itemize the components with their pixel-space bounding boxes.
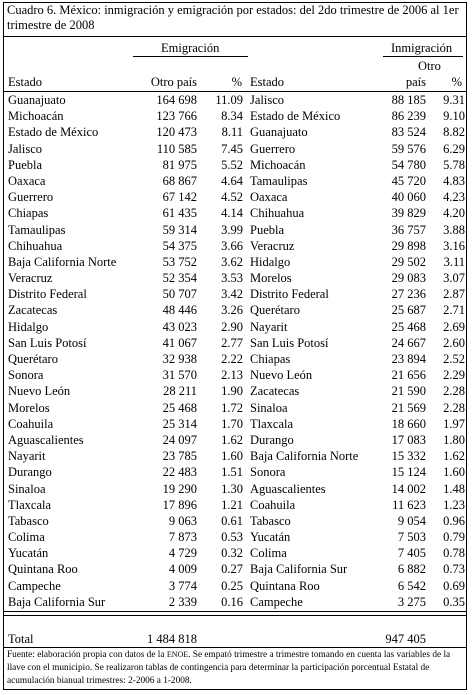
inmigracion-pct-cell: 9.31 bbox=[443, 93, 465, 107]
inmigracion-estado-cell: Guerrero bbox=[250, 141, 296, 156]
emigracion-pct-cell: 4.14 bbox=[221, 206, 243, 221]
body-bottom-rule bbox=[3, 611, 467, 612]
emigracion-otro-pais-cell: 23 785 bbox=[162, 449, 197, 464]
inmigracion-otro-pais-cell: 15 124 bbox=[391, 465, 426, 480]
inmigracion-otro-pais-cell: 54 780 bbox=[391, 157, 426, 172]
footnote-enoe: ENOE bbox=[166, 650, 189, 659]
table-title: Cuadro 6. México: inmigración y emigración por estados: del 2do trimestre de 2006 al 1er trimestre de 2008 bbox=[7, 3, 459, 32]
emigracion-otro-pais-cell: 41 067 bbox=[162, 335, 197, 350]
estado-header-right: Estado bbox=[250, 75, 285, 89]
emigracion-estado-cell: Quintana Roo bbox=[8, 562, 78, 577]
emigracion-otro-pais-cell: 17 896 bbox=[162, 497, 197, 512]
inmigracion-otro-pais-cell: 21 590 bbox=[391, 384, 426, 399]
inmigracion-otro-pais-cell: 23 894 bbox=[391, 352, 426, 366]
inmigracion-otro-pais-cell: 3 275 bbox=[397, 594, 426, 609]
inmigracion-pct-cell: 9.10 bbox=[443, 109, 465, 124]
inmigracion-pct-cell: 2.69 bbox=[443, 319, 465, 334]
emigracion-pct-cell: 0.61 bbox=[221, 513, 243, 528]
emigracion-header: Emigración bbox=[161, 41, 220, 55]
emigracion-pct-cell: 4.64 bbox=[221, 173, 243, 188]
inmigracion-otro-pais-cell: 6 542 bbox=[397, 578, 426, 593]
emigracion-otro-pais-cell: 123 766 bbox=[156, 109, 197, 124]
inmigracion-otro-pais-cell: 17 083 bbox=[391, 432, 426, 447]
inmigracion-otro-pais-cell: 83 524 bbox=[391, 125, 426, 140]
emigracion-otro-pais-cell: 9 063 bbox=[168, 513, 197, 528]
pais-header-right: país bbox=[405, 75, 426, 89]
inmigracion-estado-cell: Baja California Sur bbox=[250, 562, 348, 577]
emigracion-estado-cell: Hidalgo bbox=[8, 319, 49, 334]
inmigracion-estado-cell: Oaxaca bbox=[250, 190, 288, 205]
emigracion-pct-cell: 1.30 bbox=[221, 481, 243, 496]
emigracion-otro-pais-cell: 120 473 bbox=[156, 125, 197, 140]
inmigracion-underline bbox=[383, 56, 463, 57]
emigracion-pct-cell: 3.62 bbox=[221, 254, 243, 269]
emigracion-estado-cell: Campeche bbox=[8, 578, 61, 593]
emigracion-estado-cell: Tamaulipas bbox=[8, 222, 66, 237]
inmigracion-estado-cell: Colima bbox=[250, 546, 287, 561]
emigracion-estado-cell: Chihuahua bbox=[8, 238, 63, 253]
emigracion-pct-cell: 1.51 bbox=[221, 465, 243, 480]
inmigracion-pct-cell: 0.79 bbox=[443, 530, 465, 545]
emigracion-pct-cell: 8.11 bbox=[221, 125, 243, 140]
emigracion-otro-pais-cell: 25 314 bbox=[162, 416, 197, 431]
emigracion-otro-pais-cell: 67 142 bbox=[162, 190, 197, 205]
emigracion-otro-pais-cell: 53 752 bbox=[162, 254, 197, 269]
emigracion-otro-pais-cell: 52 354 bbox=[162, 271, 197, 286]
emigracion-otro-pais-cell: 81 975 bbox=[162, 157, 197, 172]
inmigracion-pct-cell: 2.28 bbox=[443, 384, 465, 399]
inmigracion-estado-cell: Jalisco bbox=[250, 93, 285, 107]
emigracion-estado-column bbox=[8, 92, 116, 610]
emigracion-otro-pais-cell: 4 729 bbox=[168, 546, 197, 561]
inmigracion-estado-cell: Chihuahua bbox=[250, 206, 305, 221]
inmigracion-pct-cell: 8.82 bbox=[443, 125, 465, 140]
inmigracion-pct-cell: 1.48 bbox=[443, 481, 465, 496]
emigracion-pct-cell: 3.66 bbox=[221, 238, 243, 253]
inmigracion-estado-cell: Nayarit bbox=[250, 319, 288, 334]
emigracion-pct-cell: 1.70 bbox=[221, 416, 243, 431]
emigracion-otro-pais-cell: 54 375 bbox=[162, 238, 197, 253]
inmigracion-otro-pais-cell: 29 502 bbox=[391, 254, 426, 269]
emigracion-estado-cell: Veracruz bbox=[8, 271, 53, 286]
emigracion-estado-cell: Querétaro bbox=[8, 352, 58, 366]
emigracion-estado-cell: Chiapas bbox=[8, 206, 49, 221]
inmigracion-estado-cell: Sonora bbox=[250, 465, 286, 480]
inmigracion-otro-pais-cell: 39 829 bbox=[391, 206, 426, 221]
total-inmigracion: 947 405 bbox=[385, 632, 426, 646]
inmigracion-otro-pais-cell: 27 236 bbox=[391, 287, 426, 302]
emigracion-pct-cell: 0.16 bbox=[221, 594, 243, 609]
emigracion-pct-cell: 8.34 bbox=[221, 109, 243, 124]
emigracion-underline bbox=[133, 56, 248, 57]
emigracion-otro-pais-cell: 59 314 bbox=[162, 222, 197, 237]
otro-header: Otro bbox=[418, 59, 441, 73]
emigracion-estado-cell: Guanajuato bbox=[8, 93, 66, 107]
emigracion-pct-cell: 3.26 bbox=[221, 303, 243, 318]
emigracion-estado-cell: Coahuila bbox=[8, 416, 54, 431]
inmigracion-pct-cell: 2.60 bbox=[443, 335, 465, 350]
inmigracion-pct-cell: 2.71 bbox=[443, 303, 465, 318]
emigracion-pct-cell: 2.22 bbox=[221, 352, 243, 366]
inmigracion-otro-pais-cell: 7 405 bbox=[397, 546, 426, 561]
inmigracion-estado-cell: Tlaxcala bbox=[250, 416, 294, 431]
inmigracion-pct-cell: 2.87 bbox=[443, 287, 465, 302]
emigracion-otro-pais-cell: 110 585 bbox=[156, 141, 197, 156]
emigracion-estado-cell: Nayarit bbox=[8, 449, 46, 464]
emigracion-estado-cell: Guerrero bbox=[8, 190, 54, 205]
emigracion-otro-pais-cell: 50 707 bbox=[162, 287, 197, 302]
inmigracion-otro-pais-cell: 86 239 bbox=[391, 109, 426, 124]
emigracion-pct-cell: 1.21 bbox=[221, 497, 243, 512]
inmigracion-pct-cell: 2.52 bbox=[443, 352, 465, 366]
emigracion-estado-cell: Morelos bbox=[8, 400, 50, 415]
inmigracion-estado-cell: San Luis Potosí bbox=[250, 335, 329, 350]
inmigracion-estado-cell: Puebla bbox=[250, 222, 285, 237]
otro-pais-header-left: Otro país bbox=[150, 75, 197, 89]
inmigracion-otro-pais-cell: 24 667 bbox=[391, 335, 426, 350]
emigracion-estado-cell: Aguascalientes bbox=[8, 432, 84, 447]
footnote-text-2: . Se empató trimestre a trimestre tomando en cuenta las variables de la llave con el municipio. Se realizaron tablas de contingencia para determinar la participación porcentual Estatal de acumulación bianual trimestres: 2-2006 a 1-2008. bbox=[7, 650, 451, 686]
inmigracion-otro-pais-column bbox=[380, 92, 426, 610]
emigracion-otro-pais-cell: 28 211 bbox=[163, 384, 197, 399]
inmigracion-pct-cell: 5.78 bbox=[443, 157, 465, 172]
inmigracion-otro-pais-cell: 6 882 bbox=[397, 562, 426, 577]
inmigracion-otro-pais-cell: 88 185 bbox=[391, 93, 426, 107]
inmigracion-estado-cell: Sinaloa bbox=[250, 400, 288, 415]
inmigracion-otro-pais-cell: 29 083 bbox=[391, 271, 426, 286]
emigracion-pct-cell: 5.52 bbox=[221, 157, 243, 172]
inmigracion-pct-cell: 2.28 bbox=[443, 400, 465, 415]
emigracion-pct-cell: 4.52 bbox=[221, 190, 243, 205]
inmigracion-otro-pais-cell: 29 898 bbox=[391, 238, 426, 253]
emigracion-pct-column bbox=[205, 92, 243, 610]
emigracion-estado-cell: Michoacán bbox=[8, 109, 64, 124]
inmigracion-pct-cell: 4.83 bbox=[443, 173, 465, 188]
emigracion-estado-cell: Distrito Federal bbox=[8, 287, 87, 302]
inmigracion-otro-pais-cell: 9 054 bbox=[397, 513, 426, 528]
emigracion-otro-pais-cell: 25 468 bbox=[162, 400, 197, 415]
inmigracion-otro-pais-cell: 45 720 bbox=[391, 173, 426, 188]
total-label: Total bbox=[8, 632, 34, 646]
inmigracion-otro-pais-cell: 25 468 bbox=[391, 319, 426, 334]
title-rule bbox=[3, 36, 467, 37]
emigracion-pct-cell: 0.53 bbox=[221, 530, 243, 545]
emigracion-estado-cell: Estado de México bbox=[8, 125, 99, 140]
inmigracion-pct-cell: 0.73 bbox=[443, 562, 465, 577]
inmigracion-pct-cell: 1.60 bbox=[443, 465, 465, 480]
emigracion-otro-pais-cell: 32 938 bbox=[162, 352, 197, 366]
emigracion-otro-pais-cell: 4 009 bbox=[168, 562, 197, 577]
emigracion-pct-cell: 7.45 bbox=[221, 141, 243, 156]
emigracion-pct-cell: 0.32 bbox=[221, 546, 243, 561]
emigracion-pct-cell: 3.53 bbox=[221, 271, 243, 286]
inmigracion-pct-cell: 4.23 bbox=[443, 190, 465, 205]
inmigracion-pct-cell: 1.62 bbox=[443, 449, 465, 464]
inmigracion-estado-cell: Yucatán bbox=[250, 530, 291, 545]
emigracion-estado-cell: Tabasco bbox=[8, 513, 49, 528]
inmigracion-otro-pais-cell: 7 503 bbox=[397, 530, 426, 545]
inmigracion-pct-cell: 3.16 bbox=[443, 238, 465, 253]
emigracion-otro-pais-column bbox=[130, 92, 197, 610]
inmigracion-pct-cell: 6.29 bbox=[443, 141, 465, 156]
inmigracion-otro-pais-cell: 36 757 bbox=[391, 222, 426, 237]
inmigracion-estado-cell: Campeche bbox=[250, 594, 303, 609]
inmigracion-pct-cell: 1.23 bbox=[443, 497, 465, 512]
emigracion-pct-cell: 2.90 bbox=[221, 319, 243, 334]
inmigracion-pct-cell: 3.11 bbox=[443, 254, 465, 269]
inmigracion-otro-pais-cell: 21 656 bbox=[391, 368, 426, 383]
total-top-rule bbox=[3, 615, 467, 616]
emigracion-otro-pais-cell: 43 023 bbox=[162, 319, 197, 334]
inmigracion-estado-cell: Nuevo León bbox=[250, 368, 313, 383]
emigracion-estado-cell: Yucatán bbox=[8, 546, 49, 561]
inmigracion-estado-cell: Tabasco bbox=[250, 513, 291, 528]
emigracion-pct-cell: 0.27 bbox=[221, 562, 243, 577]
inmigracion-estado-cell: Baja California Norte bbox=[250, 449, 359, 464]
inmigracion-pct-cell: 0.35 bbox=[443, 594, 465, 609]
emigracion-pct-cell: 3.99 bbox=[221, 222, 243, 237]
emigracion-estado-cell: Sonora bbox=[8, 368, 44, 383]
inmigracion-otro-pais-cell: 40 060 bbox=[391, 190, 426, 205]
inmigracion-estado-cell: Aguascalientes bbox=[250, 481, 326, 496]
emigracion-pct-cell: 1.60 bbox=[221, 449, 243, 464]
inmigracion-estado-cell: Hidalgo bbox=[250, 254, 291, 269]
emigracion-otro-pais-cell: 48 446 bbox=[162, 303, 197, 318]
inmigracion-pct-cell: 3.88 bbox=[443, 222, 465, 237]
emigracion-otro-pais-cell: 3 774 bbox=[168, 578, 197, 593]
inmigracion-estado-cell: Michoacán bbox=[250, 157, 306, 172]
inmigracion-estado-cell: Tamaulipas bbox=[250, 173, 308, 188]
inmigracion-estado-cell: Chiapas bbox=[250, 352, 291, 366]
inmigracion-pct-cell: 1.80 bbox=[443, 432, 465, 447]
emigracion-otro-pais-cell: 2 339 bbox=[168, 594, 197, 609]
inmigracion-estado-cell: Veracruz bbox=[250, 238, 295, 253]
emigracion-estado-cell: Jalisco bbox=[8, 141, 43, 156]
emigracion-otro-pais-cell: 31 570 bbox=[162, 368, 197, 383]
inmigracion-pct-cell: 0.96 bbox=[443, 513, 465, 528]
emigracion-pct-cell: 3.42 bbox=[221, 287, 243, 302]
inmigracion-header: Inmigración bbox=[391, 41, 453, 55]
emigracion-estado-cell: Tlaxcala bbox=[8, 497, 52, 512]
emigracion-estado-cell: Puebla bbox=[8, 157, 43, 172]
inmigracion-estado-cell: Querétaro bbox=[250, 303, 300, 318]
emigracion-estado-cell: Colima bbox=[8, 530, 45, 545]
inmigracion-pct-column bbox=[430, 92, 465, 610]
inmigracion-pct-cell: 1.97 bbox=[443, 416, 465, 431]
inmigracion-otro-pais-cell: 18 660 bbox=[391, 416, 426, 431]
emigracion-pct-cell: 2.13 bbox=[221, 368, 243, 383]
emigracion-otro-pais-cell: 61 435 bbox=[162, 206, 197, 221]
emigracion-pct-cell: 1.72 bbox=[221, 400, 243, 415]
estado-header-left: Estado bbox=[8, 75, 43, 89]
inmigracion-otro-pais-cell: 11 623 bbox=[392, 497, 426, 512]
inmigracion-pct-cell: 4.20 bbox=[443, 206, 465, 221]
emigracion-estado-cell: Nuevo León bbox=[8, 384, 71, 399]
emigracion-estado-cell: Durango bbox=[8, 465, 52, 480]
emigracion-pct-cell: 11.09 bbox=[215, 93, 243, 107]
emigracion-otro-pais-cell: 24 097 bbox=[162, 432, 197, 447]
pct-header-left: % bbox=[231, 75, 242, 89]
inmigracion-estado-cell: Zacatecas bbox=[250, 384, 300, 399]
inmigracion-estado-cell: Guanajuato bbox=[250, 125, 308, 140]
inmigracion-otro-pais-cell: 21 569 bbox=[391, 400, 426, 415]
inmigracion-estado-cell: Quintana Roo bbox=[250, 578, 320, 593]
emigracion-pct-cell: 1.90 bbox=[221, 384, 243, 399]
inmigracion-estado-cell: Distrito Federal bbox=[250, 287, 329, 302]
inmigracion-otro-pais-cell: 25 687 bbox=[391, 303, 426, 318]
inmigracion-pct-cell: 3.07 bbox=[443, 271, 465, 286]
emigracion-otro-pais-cell: 7 873 bbox=[168, 530, 197, 545]
inmigracion-otro-pais-cell: 15 332 bbox=[391, 449, 426, 464]
emigracion-pct-cell: 1.62 bbox=[221, 432, 243, 447]
inmigracion-otro-pais-cell: 59 576 bbox=[391, 141, 426, 156]
pct-header-right: % bbox=[451, 75, 462, 89]
emigracion-estado-cell: Baja California Sur bbox=[8, 594, 106, 609]
emigracion-pct-cell: 0.25 bbox=[221, 578, 243, 593]
total-emigracion: 1 484 818 bbox=[147, 632, 197, 646]
inmigracion-estado-cell: Morelos bbox=[250, 271, 292, 286]
emigracion-otro-pais-cell: 164 698 bbox=[156, 93, 197, 107]
footnote bbox=[7, 648, 462, 688]
emigracion-estado-cell: Baja California Norte bbox=[8, 254, 117, 269]
inmigracion-pct-cell: 0.78 bbox=[443, 546, 465, 561]
emigracion-estado-cell: Sinaloa bbox=[8, 481, 46, 496]
emigracion-estado-cell: Oaxaca bbox=[8, 173, 46, 188]
emigracion-pct-cell: 2.77 bbox=[221, 335, 243, 350]
inmigracion-estado-column bbox=[250, 92, 358, 610]
inmigracion-pct-cell: 2.29 bbox=[443, 368, 465, 383]
inmigracion-pct-cell: 0.69 bbox=[443, 578, 465, 593]
emigracion-estado-cell: San Luis Potosí bbox=[8, 335, 87, 350]
inmigracion-estado-cell: Durango bbox=[250, 432, 294, 447]
inmigracion-otro-pais-cell: 14 002 bbox=[391, 481, 426, 496]
emigracion-otro-pais-cell: 68 867 bbox=[162, 173, 197, 188]
emigracion-estado-cell: Zacatecas bbox=[8, 303, 58, 318]
emigracion-otro-pais-cell: 22 483 bbox=[162, 465, 197, 480]
emigracion-otro-pais-cell: 19 290 bbox=[162, 481, 197, 496]
inmigracion-estado-cell: Estado de México bbox=[250, 109, 341, 124]
footnote-text-1: Fuente: elaboración propia con datos de la bbox=[7, 650, 167, 660]
inmigracion-estado-cell: Coahuila bbox=[250, 497, 296, 512]
